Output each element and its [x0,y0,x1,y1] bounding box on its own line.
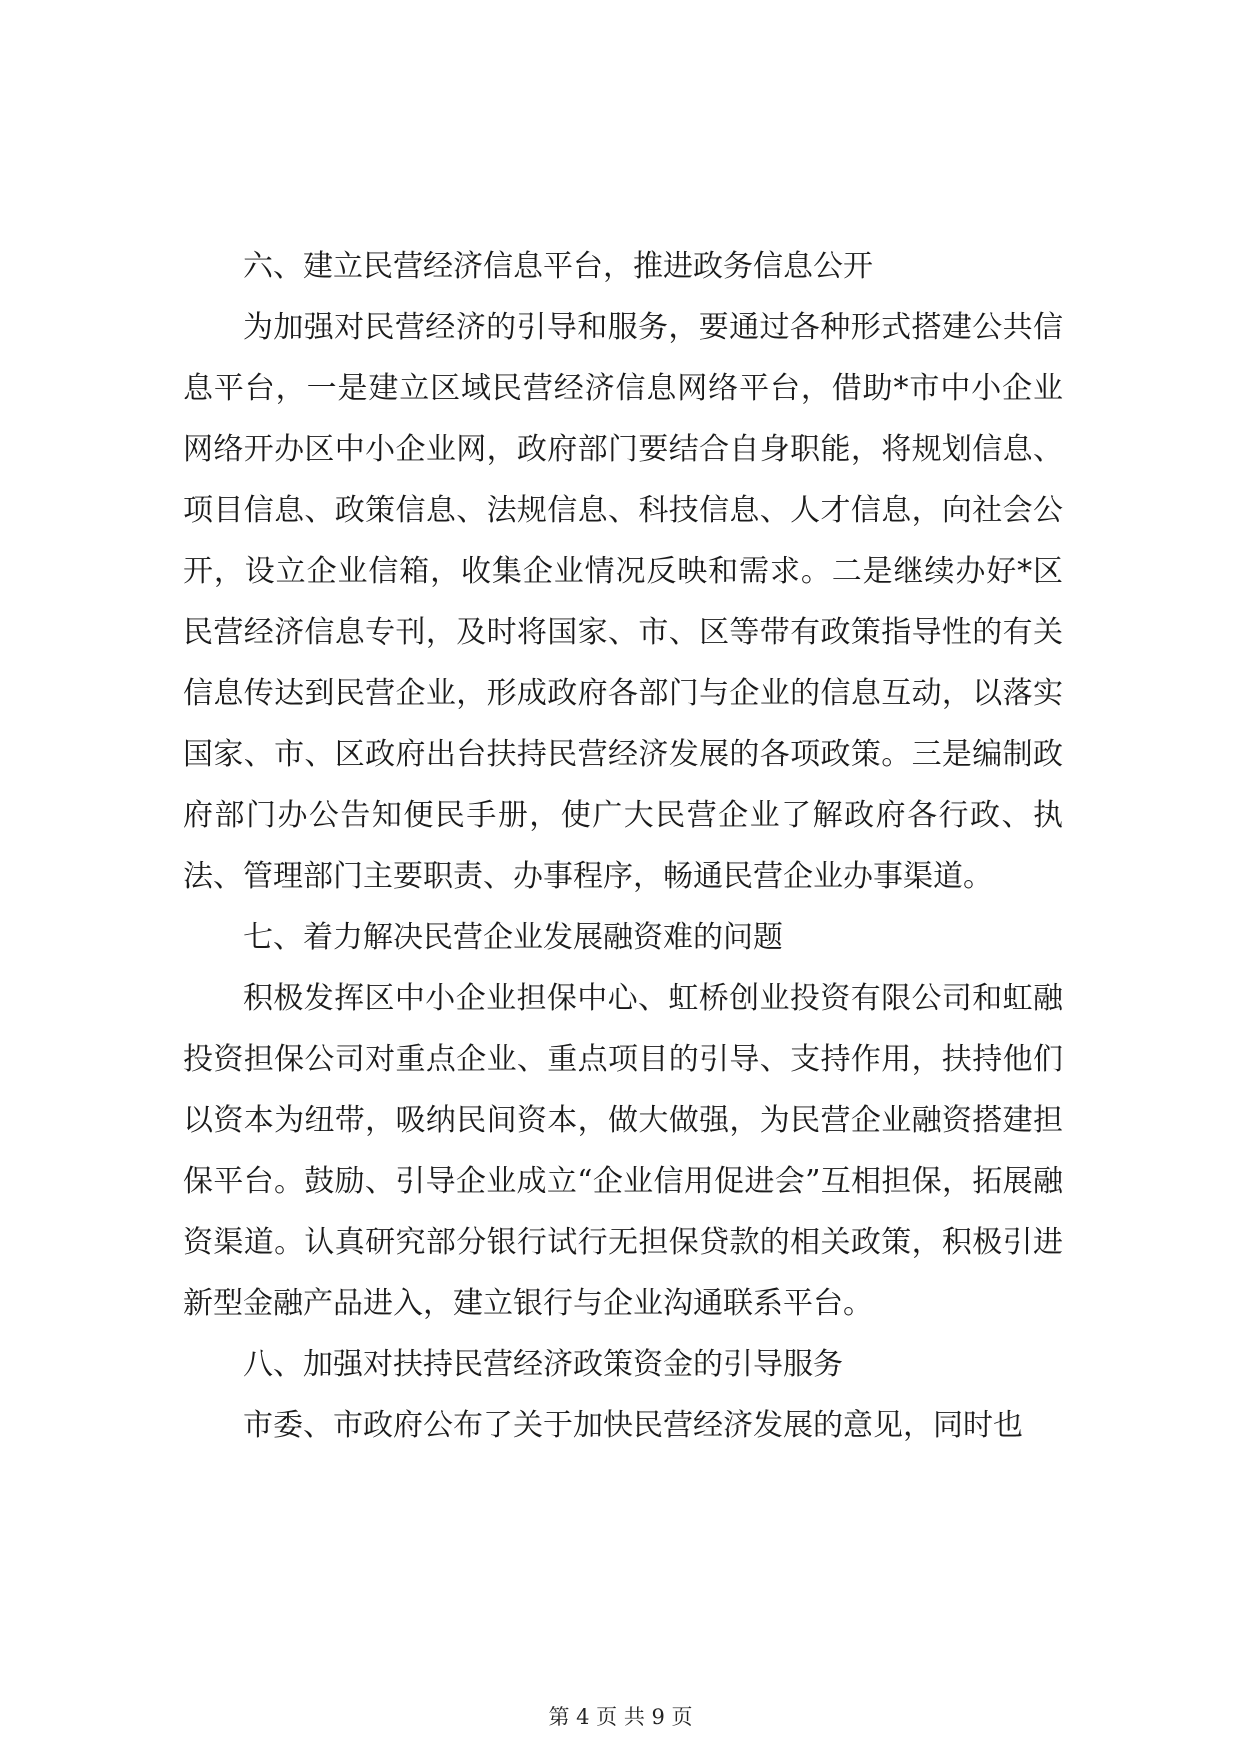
paragraph-info-platform: 为加强对民营经济的引导和服务，要通过各种形式搭建公共信息平台，一是建立区域民营经济信息网络平台，借助*市中小企业网络开办区中小企业网，政府部门要结合自身职能，将规划信息、项目信息、政策信息、法规信息、科技信息、人才信息，向社会公开，设立企业信箱，收集企业情况反映和需求。二是继续办好*区民营经济信息专刊，及时将国家、市、区等带有政策指导性的有关信息传达到民营企业，形成政府各部门与企业的信息互动，以落实国家、市、区政府出台扶持民营经济发展的各项政策。三是编制政府部门办公告知便民手册，使广大民营企业了解政府各行政、执法、管理部门主要职责、办事程序，畅通民营企业办事渠道。 [183,310,1063,894]
section-heading-7: 七、着力解决民营企业发展融资难的问题 [243,920,783,955]
document-body [183,236,1063,1456]
section-heading-8: 八、加强对扶持民营经济政策资金的引导服务 [243,1347,843,1382]
page-number-footer: 第 4 页 共 9 页 [548,1705,693,1729]
section-heading-6: 六、建立民营经济信息平台，推进政务信息公开 [243,249,873,284]
paragraph-financing: 积极发挥区中小企业担保中心、虹桥创业投资有限公司和虹融投资担保公司对重点企业、重点项目的引导、支持作用，扶持他们以资本为纽带，吸纳民间资本，做大做强，为民营企业融资搭建担保平台。鼓励、引导企业成立“企业信用促进会”互相担保，拓展融资渠道。认真研究部分银行试行无担保贷款的相关政策，积极引进新型金融产品进入，建立银行与企业沟通联系平台。 [183,981,1063,1321]
paragraph-policy-funds: 市委、市政府公布了关于加快民营经济发展的意见，同时也 [243,1408,1023,1443]
